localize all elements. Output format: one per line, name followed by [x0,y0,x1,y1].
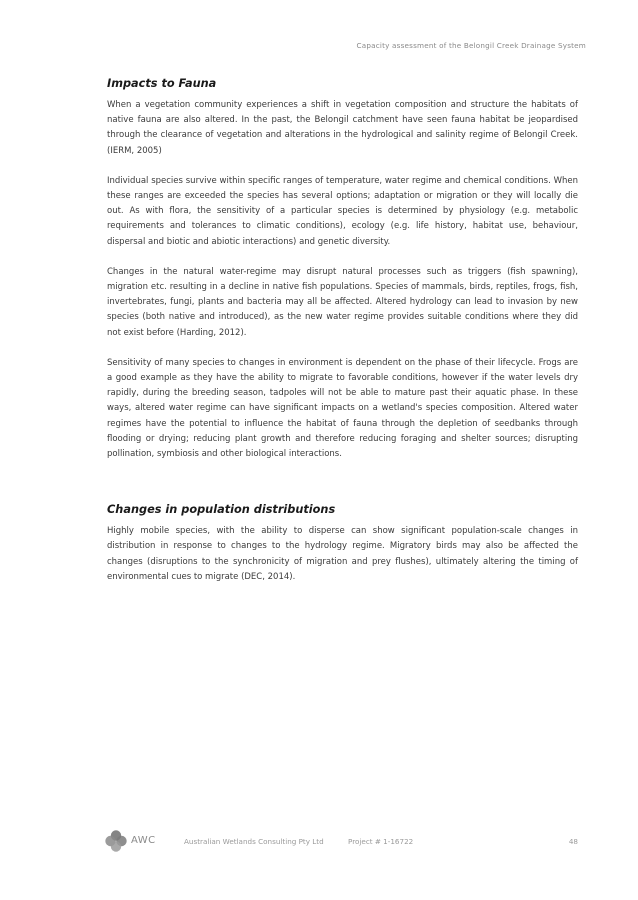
section-heading: Changes in population distributions [107,503,336,517]
logo-text: AWC [131,835,156,846]
page-content [107,77,578,585]
paragraph: Changes in the natural water-regime may disrupt natural processes such as triggers (fish spawning), migration etc. resulting in a decline in native fish populations. Species of mammals, birds, reptiles, frogs, fish, invertebrates, fungi, plants and bacteria may all be affected. Altered hydrology can lead to invasion by new species (both native and introduced), as the new water regime provides suitable conditions where they did not exist before (Harding, 2012). [107,266,578,338]
paragraph: Sensitivity of many species to changes in environment is dependent on the phase of their lifecycle. Frogs are a good example as they have the ability to migrate to favorable conditions, however if the water levels dry rapidly, during the breeding season, tadpoles will not be able to mature past their aquatic phase. In these ways, altered water regime can have significant impacts on a wetland's species composition. Altered water regimes have the potential to influence the habitat of fauna through the depletion of seedbanks through flooding or drying; reducing plant growth and therefore reducing foraging and shelter sources; disrupting pollination, symbiosis and other biological interactions. [107,357,578,460]
running-header: Capacity assessment of the Belongil Creek Drainage System [356,41,586,50]
awc-logo-icon [104,829,128,853]
section-impacts-to-fauna [107,77,578,462]
company-name: Australian Wetlands Consulting Pty Ltd [184,837,324,846]
paragraph: Highly mobile species, with the ability to disperse can show significant population-scale changes in distribution in response to changes to the hydrology regime. Migratory birds may also be affected the changes (disruptions to the synchronicity of migration and prey flushes), ultimately altering the timing of environmental cues to migrate (DEC, 2014). [107,526,578,582]
paragraph: Individual species survive within specific ranges of temperature, water regime and chemical conditions. When these ranges are exceeded the species has several options; adaptation or migration or they will locally die out. As with flora, the sensitivity of a particular species is determined by physiology (e.g. metabolic requirements and tolerances to climatic conditions), ecology (e.g. life history, habitat use, behaviour, dispersal and biotic and abiotic interactions) and genetic diversity. [107,175,578,247]
page-footer [104,829,578,855]
project-number: Project # 1-16722 [348,837,414,846]
page-number: 48 [568,837,578,846]
section-heading: Impacts to Fauna [107,77,217,90]
paragraph: When a vegetation community experiences a shift in vegetation composition and structure the habitats of native fauna are also altered. In the past, the Belongil catchment have seen fauna habitat be jeopardised through the clearance of vegetation and alterations in the hydrological and salinity regime of Belongil Creek. (IERM, 2005) [107,100,578,156]
section-population-distributions [107,503,578,585]
